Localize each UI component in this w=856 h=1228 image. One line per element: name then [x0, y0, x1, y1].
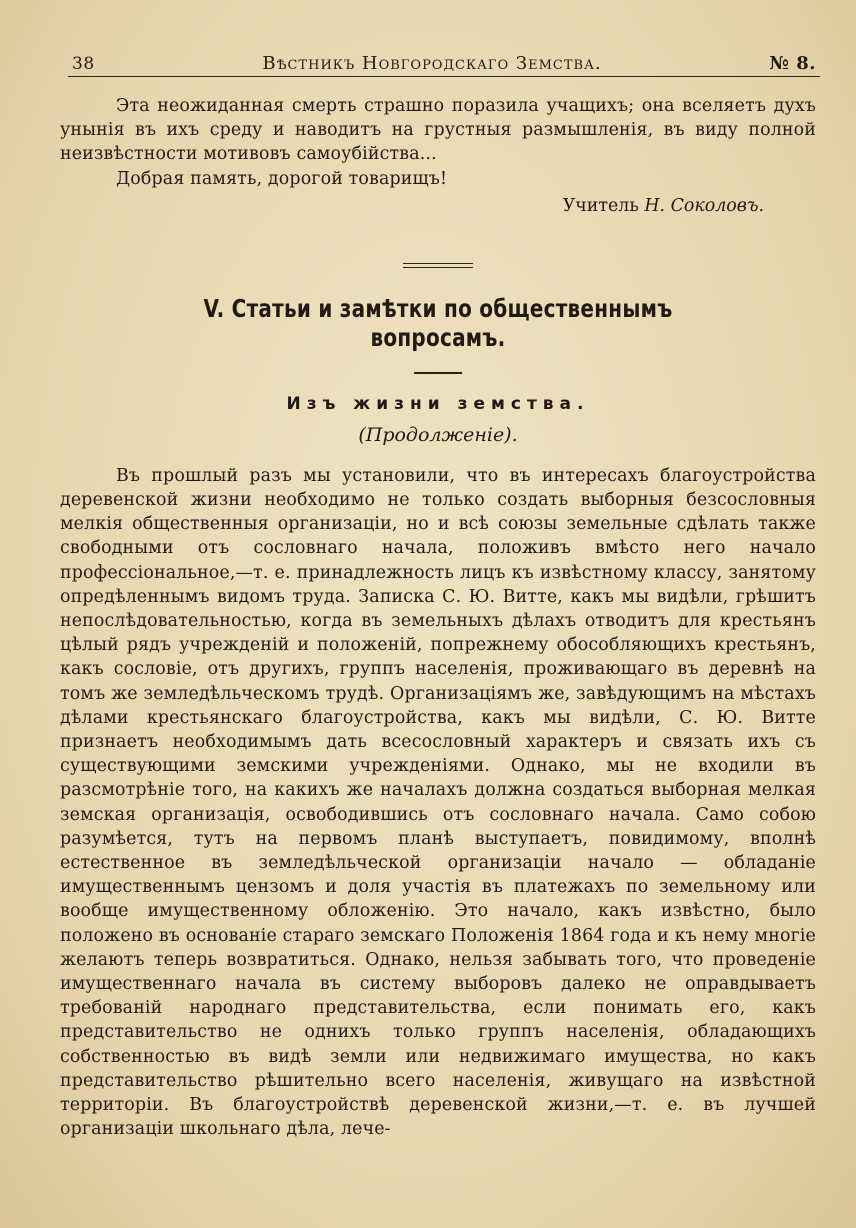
page-number: 38 [72, 54, 95, 74]
article-paragraph: Въ прошлый разъ мы установили, что въ интересахъ благоустройства деревенской жизни необходимо не только создать выборныя безсословныя мелкія общественныя организаціи, но и всѣ союзы земельные сдѣлать также свободными отъ сословнаго начала, положивъ вмѣсто него начало профессіональное,—т. е. принадлежность лицъ къ извѣстному классу, занятому опредѣленнымъ видомъ труда. Записка С. Ю. Витте, какъ мы видѣли, грѣшитъ непослѣдовательностью, когда въ земельныхъ дѣлахъ отводитъ для крестьянъ цѣлый рядъ учрежденій и положеній, попрежнему обособляющихъ крестьянъ, какъ сословіе, отъ другихъ, группъ населенія, проживающаго въ деревнѣ на томъ же земледѣльческомъ трудѣ. Организаціямъ же, завѣдующимъ на мѣстахъ дѣлами крестьянскаго благоустройства, какъ мы видѣли, С. Ю. Витте признаетъ необходимымъ дать всесословный характеръ и связать ихъ съ существующими земскими учрежденіями. Однако, мы не входили въ разсмотрѣніе того, на какихъ же началахъ должна создаться выборная мелкая земская организація, освободившись отъ сословнаго начала. Само собою разумѣется, тутъ на первомъ планѣ выступаетъ, повидимому, вполнѣ естественное въ земледѣльческой организаціи начало — обладаніе имущественнымъ цензомъ и доля участія въ платежахъ по земельному или вообще имущественному обложенію. Это начало, какъ извѣстно, было положено въ основаніе стараго земскаго Положенія 1864 года и къ нему многіе желаютъ теперь возвратиться. Однако, нельзя забывать того, что проведеніе имущественнаго начала въ систему выборовъ далеко не оправдываетъ требованій народнаго представительства, если понимать его, какъ представительство не однихъ только группъ населенія, обладающихъ собственностью въ видѣ земли или недвижимаго имущества, но какъ представительство рѣшительно всего населенія, живущаго на извѣстной территоріи. Въ благоустройствѣ деревенской жизни,—т. е. въ лучшей организаціи школьнаго дѣла, лече- [60, 465, 816, 1140]
signature-name: Н. Соколовъ. [644, 195, 764, 216]
continued-note: (Продолженіе). [358, 423, 518, 446]
running-header [72, 44, 816, 74]
article-title: Изъ жизни земства. [286, 393, 590, 414]
header-rule [68, 76, 820, 77]
journal-title: Вѣстникъ Новгородскаго Земства. [262, 53, 602, 74]
section-title: V. Статьи и замѣтки по общественнымъ вопросамъ. [203, 293, 673, 352]
obituary-farewell: Добрая память, дорогой товарищъ! [116, 168, 448, 189]
signature-prefix: Учитель [562, 195, 639, 216]
obituary-paragraph: Эта неожиданная смерть страшно поразила учащихъ; она вселяетъ духъ унынія въ ихъ среду и наводитъ на грустныя размышленія, въ виду полной неизвѣстности мотивовъ самоубійства... [60, 96, 816, 165]
title-rule [414, 372, 462, 374]
section-divider [403, 263, 473, 268]
signature [60, 193, 764, 219]
body-text [60, 94, 816, 1142]
issue-number: № 8. [769, 53, 816, 74]
